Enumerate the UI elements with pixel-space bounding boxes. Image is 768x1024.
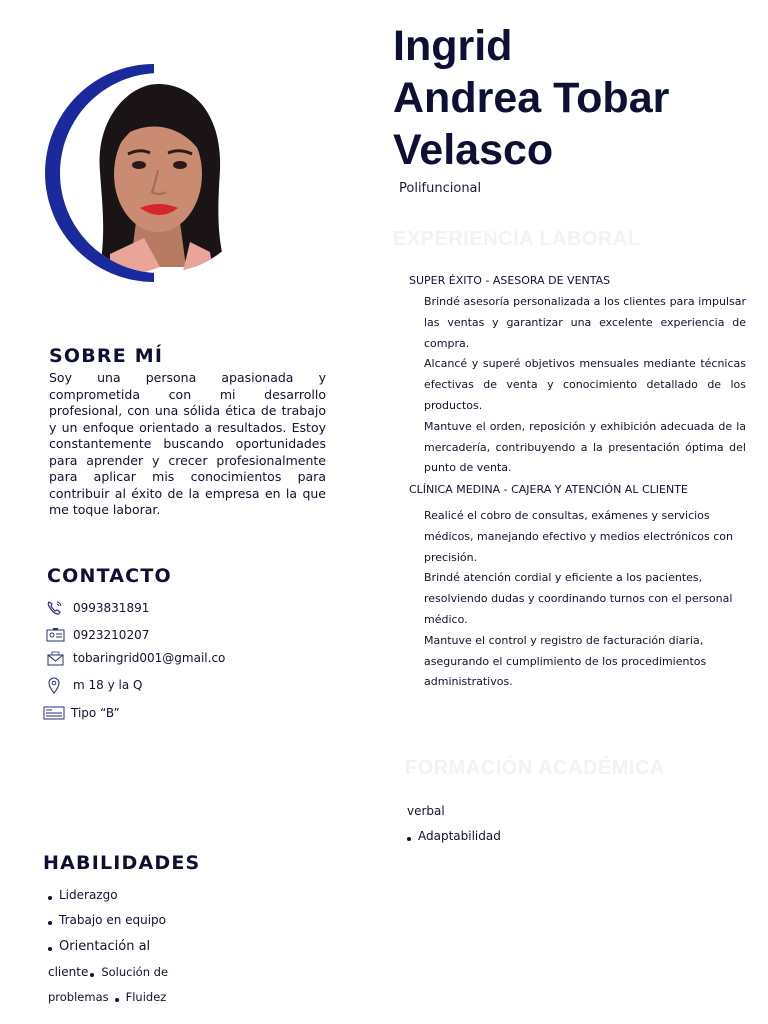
job-description [424, 292, 746, 479]
job-duty: Alcancé y superé objetivos mensuales mediante técnicas efectivas de venta y conocimiento detallado de los productos. [424, 357, 746, 412]
contact-heading: CONTACTO [47, 565, 172, 587]
phone-number: 0993831891 [73, 601, 150, 615]
driver-license-icon [43, 704, 65, 722]
id-number: 0923210207 [73, 628, 150, 642]
id-card-icon [45, 626, 67, 644]
job-title: Polifuncional [399, 181, 482, 196]
profile-photo [40, 62, 262, 284]
job-description [424, 506, 746, 693]
education-text: verbal [407, 804, 445, 818]
skill-item [48, 888, 118, 902]
phone-icon [45, 599, 67, 617]
address: m 18 y la Q [73, 678, 143, 692]
email-address[interactable]: tobaringrid001@gmail.co [73, 651, 226, 665]
contact-license [43, 704, 120, 722]
skill-label: cliente [48, 965, 89, 979]
name-line-3: Velasco [393, 126, 554, 174]
bullet-icon [48, 947, 52, 951]
skills-heading: HABILIDADES [43, 852, 201, 874]
skill-label: problemas [48, 990, 109, 1004]
bullet-icon [90, 973, 94, 977]
contact-address [45, 676, 142, 694]
contact-email [45, 649, 225, 667]
contact-phone [45, 599, 149, 617]
bullet-icon [48, 921, 52, 925]
skill-label: Orientación al [59, 939, 151, 954]
location-pin-icon [45, 676, 67, 694]
experience-heading: EXPERIENCIA LABORAL [393, 228, 641, 250]
job-duty: Brindé atención cordial y eficiente a los pacientes, resolviendo dudas y coordinando turnos con el personal médico. [424, 571, 733, 626]
skill-label: Solución de [101, 965, 169, 979]
bullet-icon [407, 837, 411, 841]
license-type: Tipo “B” [71, 706, 120, 720]
skill-label: Liderazgo [59, 888, 118, 902]
job-duty: Realicé el cobro de consultas, exámenes y servicios médicos, manejando efectivo y medios electrónicos con precisión. [424, 509, 733, 564]
skill-label: Adaptabilidad [418, 829, 501, 843]
job-duty: Mantuve el orden, reposición y exhibición adecuada de la mercadería, contribuyendo a la presentación óptima del punto de venta. [424, 419, 746, 475]
skill-item [48, 913, 166, 927]
bullet-icon [48, 896, 52, 900]
job-duty: Mantuve el control y registro de facturación diaria, asegurando el cumplimiento de los procedimientos administrativos. [424, 633, 707, 689]
contact-id [45, 626, 149, 644]
skill-item [48, 965, 168, 979]
skill-item [407, 829, 501, 843]
about-heading: SOBRE MÍ [49, 345, 164, 367]
skill-item [48, 939, 150, 954]
company-name: CLÍNICA MEDINA - CAJERA Y ATENCIÓN AL CLIENTE [409, 483, 688, 496]
job-duty: Brindé asesoría personalizada a los clientes para impulsar las ventas y garantizar una excelente experiencia de compra. [424, 295, 746, 350]
about-text: Soy una persona apasionada y comprometida con mi desarrollo profesional, con una sólida ética de trabajo y un enfoque orientado a resultados. Estoy constantemente buscando oportunidades para aprender y crecer profesionalmente para aplicar mis conocimientos para contribuir al éxito de la empresa en la que me toque laborar. [49, 370, 326, 517]
skill-item [48, 990, 166, 1004]
full-name [393, 20, 669, 176]
email-icon [45, 649, 67, 667]
skill-label: Fluidez [125, 990, 167, 1004]
skill-label: Trabajo en equipo [59, 913, 167, 927]
company-name: SUPER ÉXITO - ASESORA DE VENTAS [409, 274, 611, 287]
bullet-icon [115, 998, 119, 1002]
name-line-2: Andrea Tobar [393, 74, 670, 122]
education-heading: FORMACIÓN ACADÉMICA [405, 757, 665, 779]
name-line-1: Ingrid [393, 22, 513, 70]
